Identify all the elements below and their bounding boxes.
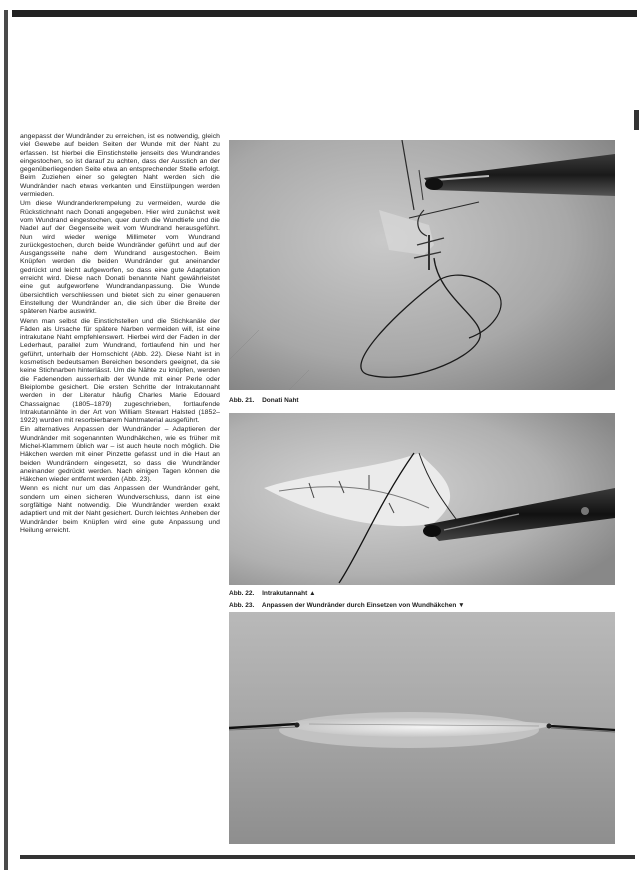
figure-marker: ▼ (458, 602, 465, 609)
figure-22-caption (229, 590, 316, 597)
paragraph: Ein alternatives Anpassen der Wundränder – Adaptieren der Wundränder mit sogenannten Wundhäkchen, wie es früher mit Michel-Klammern üblich war – ist auch heute noch möglich. Die Häkchen werden mit einer Pinzette gefasst und in die Haut an beiden Wundrändern eingesetzt, so dass die Wundränder aneinander gedrückt werden. Nach einigen Tagen können die Häkchen wieder entfernt werden (Abb. 23). (20, 426, 220, 484)
figure-caption-text: Donati Naht (262, 397, 299, 404)
figure-number: Abb. 23. (229, 602, 255, 609)
paragraph: angepasst der Wundränder zu erreichen, ist es notwendig, gleich viel Gewebe auf beiden Seiten der Wunde mit der Naht zu erfassen. Ist hierbei die Einstichstelle jenseits des Wundrandes eingestochen, so ist darauf zu achten, dass der Ausstich an der gegenüberliegenden Seite etwa an entsprechender Stelle erfolgt. Beim Zuziehen einer so gelegten Naht werden sich die Wundränder nach etwas verkanten und Einstülpungen werden vermieden. (20, 133, 220, 199)
scan-left-edge (4, 10, 8, 870)
figure-21-photo (229, 140, 615, 390)
figure-marker: ▲ (309, 590, 316, 597)
figure-number: Abb. 22. (229, 590, 255, 597)
scan-right-edge-mark (634, 110, 639, 130)
body-text-column (20, 133, 220, 853)
figure-23-caption (229, 602, 465, 609)
paragraph: Wenn man selbst die Einstichstellen und die Stichkanäle der Fäden als Ursache für spätere Narben vermeiden will, ist eine intrakutane Naht empfehlenswert. Hierbei wird der Faden in der Lederhaut, parallel zum Wundrand, fortlaufend hin und her geführt, unterhalb der Hornschicht (Abb. 22). Diese Naht ist in kosmetisch bedeutsamen Bereichen besonders geeignet, da sie keine Stichnarben hinterlässt. Um die Nähte zu knüpfen, werden die Fadenenden ausserhalb der Wunde mit einer Perle oder Bleiplombe gesichert. Die ersten Schritte der Intrakutannaht werden in der Literatur häufig Charles Marie Edouard Chassaignac (1805–1879) zugeschrieben, fortlaufende Intrakutannähte in der Art von William Stewart Halsted (1852–1922) wurden mit resorbierbarem Nahtmaterial ausgeführt. (20, 317, 220, 425)
scan-bottom-border (20, 855, 635, 859)
figure-21-caption (229, 397, 299, 404)
scan-top-border (12, 10, 637, 17)
paragraph: Um diese Wundranderkrempelung zu vermeiden, wurde die Rückstichnaht nach Donati angegeben. Hier wird zunächst weit vom Wundrand eingestochen, quer durch die Wundtiefe und die Nadel auf der Gegenseite weit vom Wundrand herausgeführt. Nun wird wieder wenige Millimeter vom Wundrand zurückgestochen, durch beide Wundränder geführt und auf der Ausgangsseite nahe dem Wundrand ausgestochen. Beim Knüpfen werden die beiden Wundränder gut aneinander gedrückt und leicht aufgeworfen, so dass eine gute Adaptation erreicht wird. Diese nach Donati benannte Naht gewährleistet eine gut aufgeworfene Wundrandanpassung. Die Wunde übersichtlich verschliessen und bietet sich zu einer genaueren Einstellung der Wundränder an, die sich über die Breite der späteren Narbe auswirkt. (20, 200, 220, 316)
figure-caption-text: Intrakutannaht (262, 590, 308, 597)
figure-23-photo (229, 612, 615, 844)
figure-22-photo (229, 413, 615, 585)
figure-caption-text: Anpassen der Wundränder durch Einsetzen von Wundhäkchen (261, 602, 457, 609)
paragraph: Wenn es nicht nur um das Anpassen der Wundränder geht, sondern um einen sicheren Wundverschluss, dann ist eine sorgfältige Naht notwendig. Die Wundränder werden exakt adaptiert und mit der Naht gesichert. Durch leichtes Anheben der Wundränder beim Knüpfen wird eine gute Anpassung und Heilung erreicht. (20, 485, 220, 534)
figure-number: Abb. 21. (229, 397, 255, 404)
